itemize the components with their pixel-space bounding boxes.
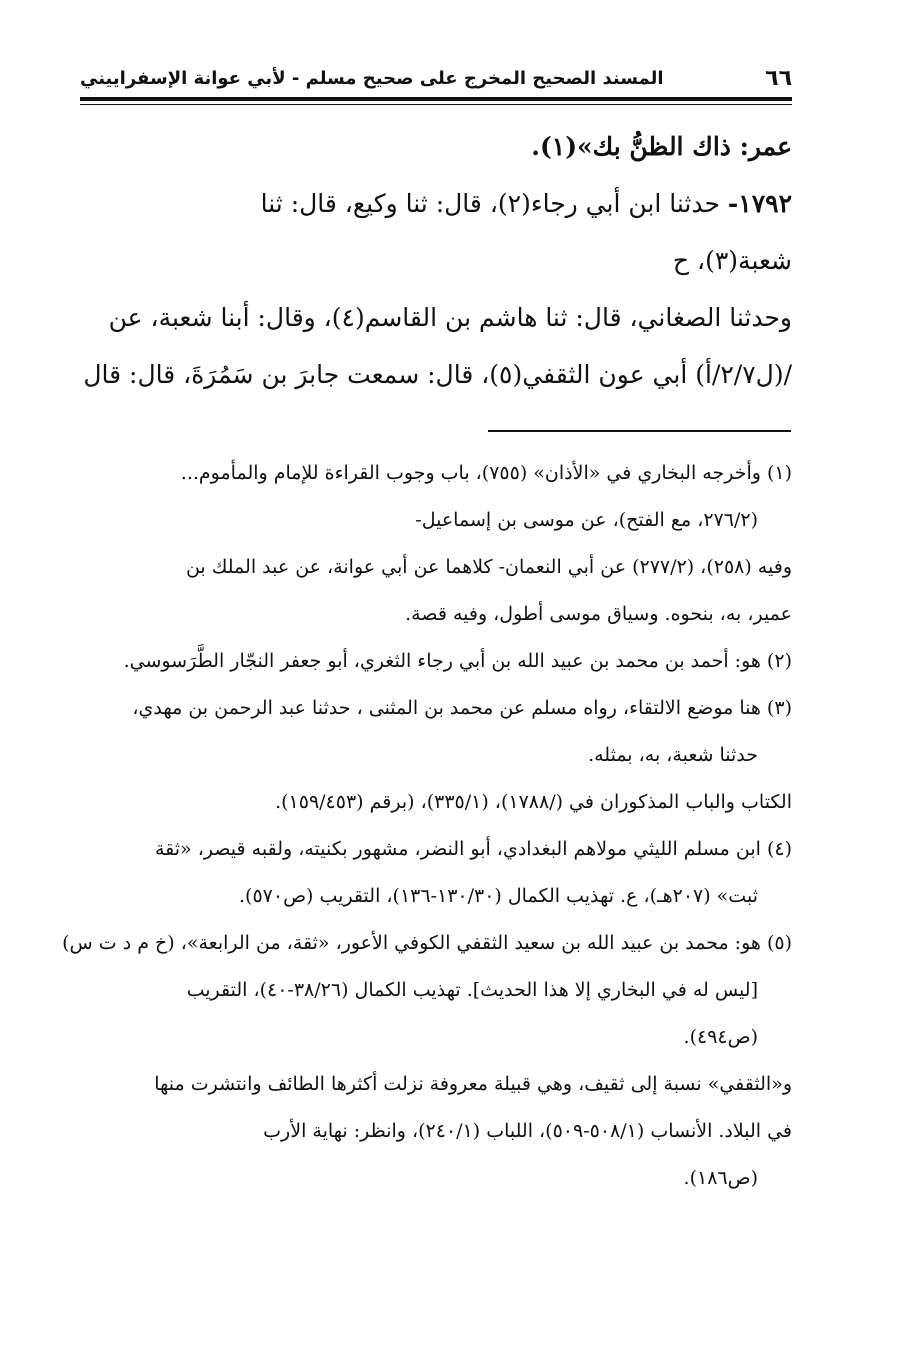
footnote-5-continued: (ص٤٩٤). bbox=[683, 1026, 758, 1048]
hadith-number: ١٧٩٢- bbox=[727, 189, 792, 218]
header-rule-thick bbox=[80, 97, 792, 101]
footnote-1-continued: (٢٧٦/٢، مع الفتح)، عن موسى بن إسماعيل- bbox=[415, 509, 758, 531]
text-line: حدثنا ابن أبي رجاء(٢)، قال: ثنا وكيع، قال: ثنا bbox=[260, 189, 728, 218]
text-line: وحدثنا الصغاني، قال: ثنا هاشم بن القاسم(٤)، وقال: أبنا شعبة، عن bbox=[108, 303, 792, 332]
running-title: المسند الصحيح المخرج على صحيح مسلم - لأبي عوانة الإسفراييني bbox=[80, 67, 664, 89]
page-number: ٦٦ bbox=[765, 65, 792, 91]
footnote-5-continued: في البلاد. الأنساب (٥٠٨/١-٥٠٩)، اللباب (٢٤٠/١)، وانظر: نهاية الأرب bbox=[263, 1120, 792, 1142]
footnotes bbox=[62, 450, 792, 1202]
footnote-3-continued: الكتاب والباب المذكوران في (/١٧٨٨)، (٣٣٥/١)، (برقم (١٥٩/٤٥٣). bbox=[275, 791, 792, 813]
running-header bbox=[80, 58, 792, 98]
text-line: شعبة(٣)، ح bbox=[672, 246, 792, 275]
footnote-5-continued: و«الثقفي» نسبة إلى ثقيف، وهي قبيلة معروفة نزلت أكثرها الطائف وانتشرت منها bbox=[154, 1073, 792, 1095]
footnote-5-continued: [ليس له في البخاري إلا هذا الحديث]. تهذيب الكمال (٣٨/٢٦-٤٠)، التقريب bbox=[186, 979, 758, 1001]
footnote-4-continued: ثبت» (٢٠٧هـ)، ع. تهذيب الكمال (١٣٠/٣٠-١٣٦)، التقريب (ص٥٧٠). bbox=[239, 885, 758, 907]
hadith-line bbox=[80, 175, 792, 232]
footnote-separator bbox=[488, 430, 791, 432]
text-line: عمر: ذاك الظنُّ بك»(١). bbox=[531, 132, 792, 161]
main-text bbox=[80, 118, 792, 403]
footnote-1: (١) وأخرجه البخاري في «الأذان» (٧٥٥)، باب وجوب القراءة للإمام والمأموم... bbox=[180, 462, 792, 484]
footnote-3-continued: حدثنا شعبة، به، بمثله. bbox=[588, 744, 758, 766]
header-rule-thin bbox=[80, 104, 792, 105]
text-line: /(ل٢/٧/أ) أبي عون الثقفي(٥)، قال: سمعت جابرَ بن سَمُرَةَ، قال: قال bbox=[83, 360, 792, 389]
footnote-4: (٤) ابن مسلم الليثي مولاهم البغدادي، أبو النضر، مشهور بكنيته، ولقبه قيصر، «ثقة bbox=[154, 838, 792, 860]
footnote-5: (٥) هو: محمد بن عبيد الله بن سعيد الثقفي الكوفي الأعور، «ثقة، من الرابعة»، (خ م د ت س) bbox=[62, 932, 792, 954]
footnote-3: (٣) هنا موضع الالتقاء، رواه مسلم عن محمد بن المثنى ، حدثنا عبد الرحمن بن مهدي، bbox=[132, 697, 792, 719]
footnote-2: (٢) هو: أحمد بن محمد بن عبيد الله بن أبي رجاء الثغري، أبو جعفر النجّار الطَّرَسوسي. bbox=[123, 650, 792, 672]
footnote-1-continued: عمير، به، بنحوه. وسياق موسى أطول، وفيه قصة. bbox=[405, 603, 792, 625]
footnote-5-continued: (ص١٨٦). bbox=[683, 1167, 758, 1189]
footnote-1-continued: وفيه (٢٥٨)، (٢٧٧/٢) عن أبي النعمان- كلاهما عن أبي عوانة، عن عبد الملك بن bbox=[185, 556, 792, 578]
